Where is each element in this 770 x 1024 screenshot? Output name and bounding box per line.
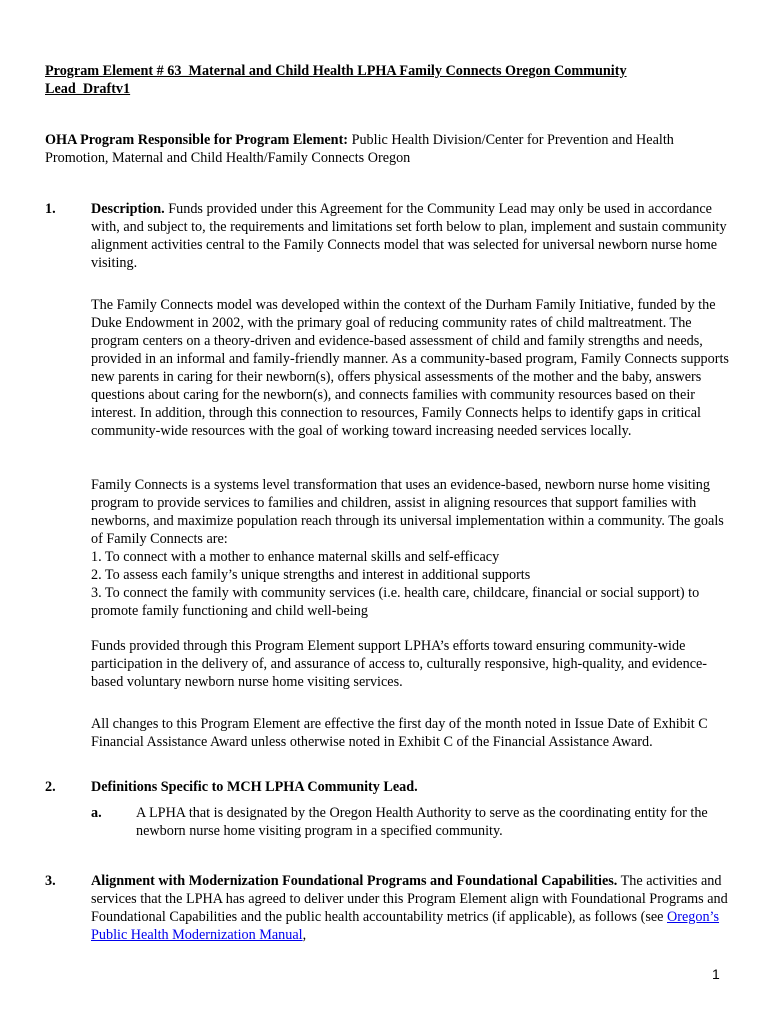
section-1-paragraph-4: Funds provided through this Program Element support LPHA’s efforts toward ensuring community-wide participation in the delivery of, and assurance of access to, culturally responsive, high-quality, and evidence-based voluntary newborn nurse home visiting services. bbox=[91, 638, 708, 690]
section-2-heading: Definitions Specific to MCH LPHA Community Lead. bbox=[91, 779, 418, 795]
goal-item-2: 2. To assess each family’s unique strengths and interest in additional supports bbox=[91, 567, 531, 583]
section-1-intro bbox=[91, 200, 731, 272]
section-2-item-a-label: a. bbox=[91, 805, 102, 821]
page-number: 1 bbox=[712, 966, 720, 982]
section-2-number: 2. bbox=[45, 779, 56, 795]
section-3-text-end: , bbox=[302, 927, 307, 943]
section-2-item-a-text: A LPHA that is designated by the Oregon Health Authority to serve as the coordinating entity for the newborn nurse home visiting program in a specified community. bbox=[136, 805, 708, 839]
responsible-label: OHA Program Responsible for Program Element: bbox=[45, 132, 349, 148]
section-3-text: The activities and services that the LPHA has agreed to deliver under this Program Element align with Foundational Programs and Foundational Capabilities and the public health accountability metrics (if applicable), as follows (see bbox=[91, 873, 728, 925]
section-3-heading: Alignment with Modernization Foundational Programs and Foundational Capabilities. bbox=[91, 873, 618, 889]
responsible-program bbox=[45, 131, 735, 167]
section-1-paragraph-3 bbox=[91, 476, 731, 620]
section-1-paragraph-3-text: Family Connects is a systems level transformation that uses an evidence-based, newborn nurse home visiting program to provide services to families and children, assist in aligning resources that support families with newborns, and maximize population reach through its universal implementation within a community. The goals of Family Connects are: bbox=[91, 477, 724, 547]
modernization-manual-link[interactable]: Oregon’s Public Health Modernization Manual bbox=[91, 909, 720, 943]
section-1-paragraph-2: The Family Connects model was developed within the context of the Durham Family Initiative, funded by the Duke Endowment in 2002, with the primary goal of reducing community rates of child maltreatment. The program centers on a theory-driven and evidence-based assessment of child and family strengths and needs, provided in an informal and family-friendly manner. As a community-based program, Family Connects supports new parents in caring for their newborn(s), offers physical assessments of the mother and the baby, answers questions about caring for the newborn(s), and connects families with community resources based on their interest. In addition, through this connection to resources, Family Connects helps to identify gaps in critical community-wide resources with the goal of working toward increasing needed services locally. bbox=[91, 297, 729, 439]
document-title: Program Element # 63_Maternal and Child Health LPHA Family Connects Oregon Community Lead_Draftv1 bbox=[45, 63, 627, 97]
section-1-intro-text: Funds provided under this Agreement for the Community Lead may only be used in accordance with, and subject to, the requirements and limitations set forth below to plan, implement and sustain community alignment activities central to the Family Connects model that was selected for universal newborn nurse home visiting. bbox=[91, 201, 727, 271]
section-1-heading: Description. bbox=[91, 201, 165, 217]
goal-item-3: 3. To connect the family with community services (i.e. health care, childcare, financial or social support) to promote family functioning and child well-being bbox=[91, 585, 700, 619]
section-1-paragraph-5: All changes to this Program Element are effective the first day of the month noted in Issue Date of Exhibit C Financial Assistance Award unless otherwise noted in Exhibit C of the Financial Assistance Award. bbox=[91, 716, 708, 750]
goal-item-1: 1. To connect with a mother to enhance maternal skills and self-efficacy bbox=[91, 549, 500, 565]
section-3-number: 3. bbox=[45, 873, 56, 889]
section-3-body bbox=[91, 872, 731, 944]
section-1-number: 1. bbox=[45, 201, 56, 217]
responsible-text: Public Health Division/Center for Prevention and Health Promotion, Maternal and Child Health/Family Connects Oregon bbox=[45, 132, 674, 166]
